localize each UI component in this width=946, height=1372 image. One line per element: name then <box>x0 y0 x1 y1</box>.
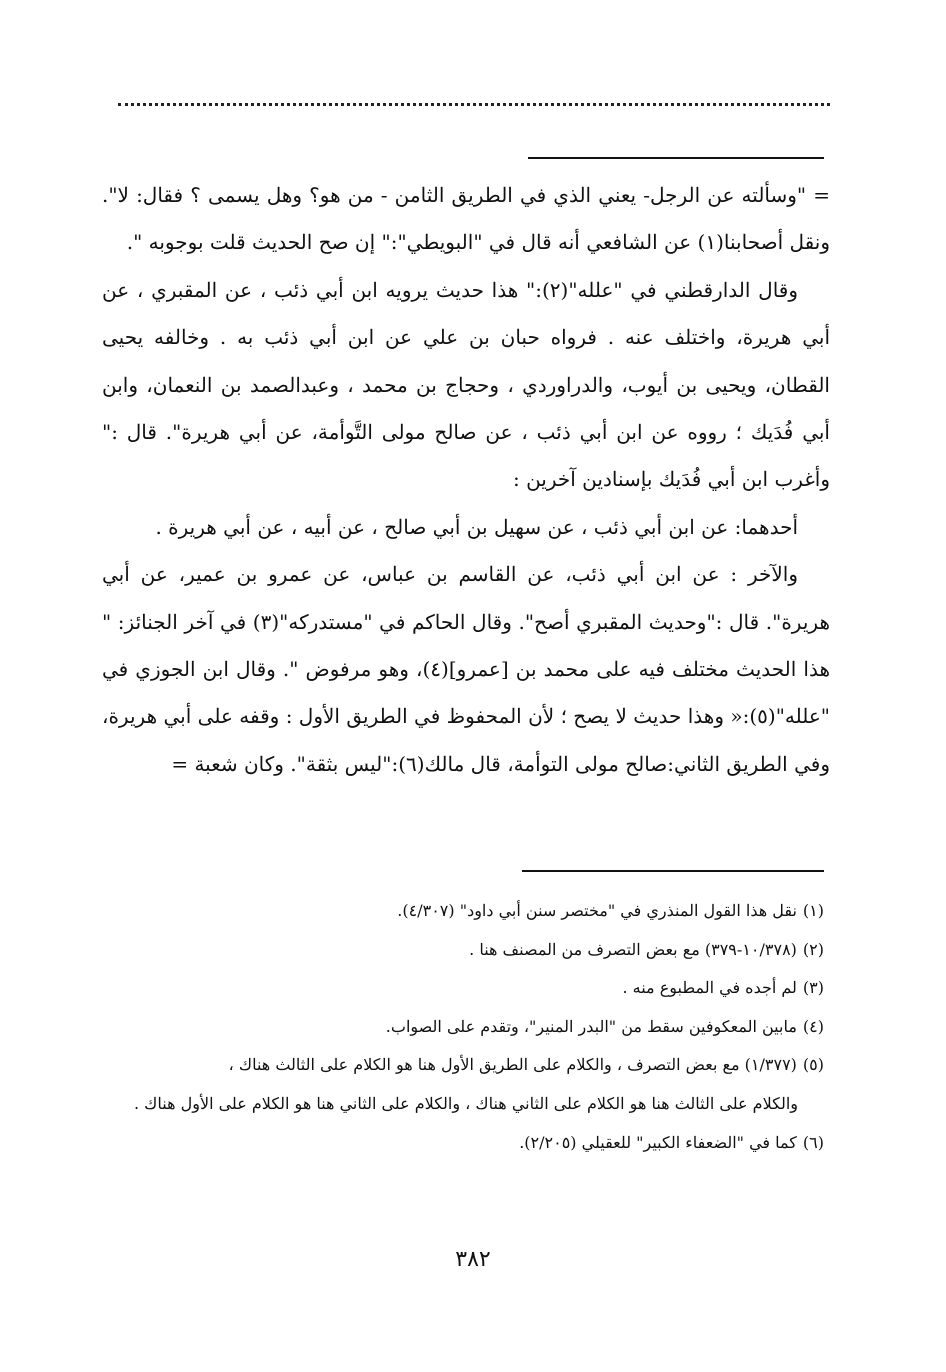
paragraph: والآخر : عن ابن أبي ذئب، عن القاسم بن عباس، عن عمرو بن عمير، عن أبي هريرة". قال :"وحديث المقبري أصح". وقال الحاكم في "مستدركه"(٣) في آخر الجنائز: " هذا الحديث مختلف فيه على محمد بن [عمرو](٤)، وهو مرفوض ". وقال ابن الجوزي في "علله"(٥):« وهذا حديث لا يصح ؛ لأن المحفوظ في الطريق الأول : وقفه على أبي هريرة، وفي الطريق الثاني:صالح مولى التوأمة، قال مالك(٦):"ليس بثقة". وكان شعبة = <box>102 562 830 776</box>
footnote-separator-rule <box>522 870 824 872</box>
main-text <box>102 172 830 788</box>
footnote-text: (١٠/٣٧٨-٣٧٩) مع بعض التصرف من المصنف هنا . <box>469 939 797 959</box>
footnote-text: (١/٣٧٧) مع بعض التصرف ، والكلام على الطريق الأول هنا هو الكلام على الثالث هناك ، <box>228 1055 797 1075</box>
footnote-continuation: والكلام على الثالث هنا هو الكلام على الثاني هناك ، والكلام على الثاني هنا هو الكلام على الأول هناك . <box>134 1093 798 1113</box>
footnote <box>100 969 824 1008</box>
footnote-number: (٤) <box>802 1016 824 1036</box>
footnote-number: (٦) <box>802 1132 824 1152</box>
page-number: ٣٨٢ <box>455 1247 491 1272</box>
footnote <box>100 892 824 931</box>
top-separator-rule <box>528 157 824 159</box>
footnote-number: (٥) <box>802 1055 824 1075</box>
footnote <box>100 1124 824 1163</box>
footnotes <box>100 892 824 1162</box>
footnote-text: مابين المعكوفين سقط من "البدر المنير"، وتقدم على الصواب. <box>385 1016 797 1036</box>
footnote-number: (١) <box>802 901 824 920</box>
footnote-text: نقل هذا القول المنذري في "مختصر سنن أبي داود" (٤/٣٠٧). <box>397 901 797 920</box>
paragraph: أحدهما: عن ابن أبي ذئب ، عن سهيل بن أبي صالح ، عن أبيه ، عن أبي هريرة . <box>155 514 798 539</box>
footnote-number: (٢) <box>802 939 824 959</box>
footnote <box>100 1008 824 1047</box>
footnote-number: (٣) <box>802 978 824 998</box>
footnote <box>100 1046 824 1085</box>
paragraph: وقال الدارقطني في "علله"(٢):" هذا حديث يرويه ابن أبي ذئب ، عن المقبري ، عن أبي هريرة، واختلف عنه . فرواه حبان بن علي عن ابن أبي ذئب به . وخالفه يحيى القطان، ويحيى بن أيوب، والدراوردي ، وحجاج بن محمد ، وعبدالصمد بن النعمان، وابن أبي فُدَيك ؛ رووه عن ابن أبي ذئب ، عن صالح مولى التَّوأمة، عن أبي هريرة". قال :" وأغرب ابن أبي فُدَيك بإسنادين آخرين : <box>102 277 830 492</box>
footnote <box>100 931 824 970</box>
footnote-text: لم أجده في المطبوع منه . <box>622 978 797 998</box>
paragraph: = "وسألته عن الرجل- يعني الذي في الطريق الثامن - من هو؟ وهل يسمى ؟ فقال: لا". ونقل أصحابنا(١) عن الشافعي أنه قال في "البويطي":" إن صح الحديث قلت بوجوبه ". <box>102 183 830 255</box>
footnote-text: كما في "الضعفاء الكبير" للعقيلي (٢/٢٠٥). <box>519 1132 797 1152</box>
header-dotted-rule <box>118 103 830 106</box>
